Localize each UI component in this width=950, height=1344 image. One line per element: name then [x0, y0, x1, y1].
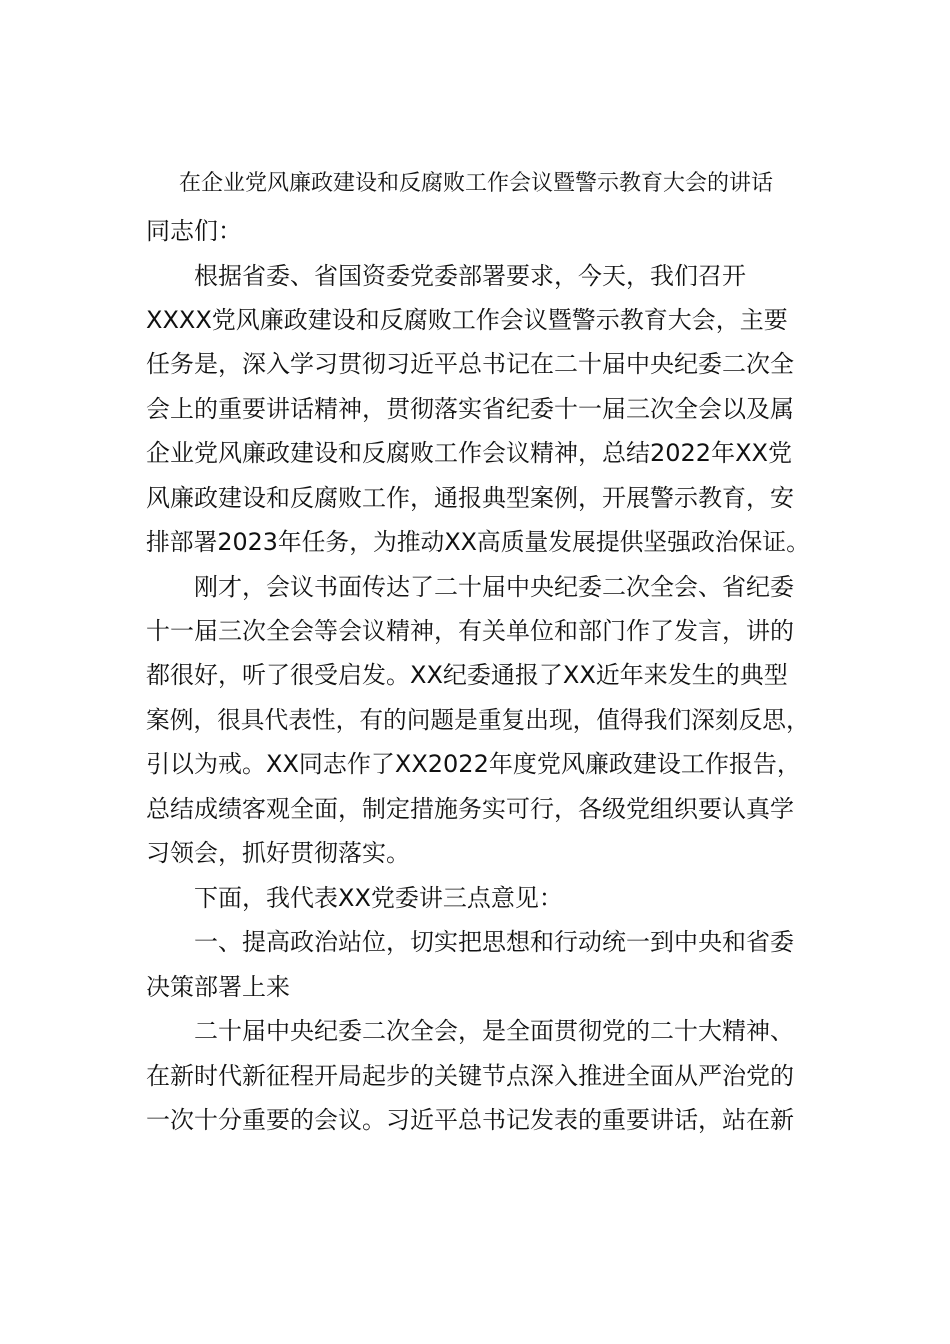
document-title: 在企业党风廉政建设和反腐败工作会议暨警示教育大会的讲话	[178, 171, 773, 196]
paragraph-line: 根据省委、省国资委党委部署要求，今天，我们召开	[194, 262, 746, 290]
paragraph-line: 排部署2023年任务，为推动XX高质量发展提供坚强政治保证。	[146, 528, 810, 556]
paragraph-line: XXXX党风廉政建设和反腐败工作会议暨警示教育大会，主要	[146, 306, 788, 334]
paragraph-line: 在新时代新征程开局起步的关键节点深入推进全面从严治党的	[146, 1062, 794, 1090]
paragraph-line: 总结成绩客观全面，制定措施务实可行，各级党组织要认真学	[146, 795, 794, 823]
paragraph-line: 习领会，抓好贯彻落实。	[146, 839, 410, 867]
paragraph-line: 二十届中央纪委二次全会，是全面贯彻党的二十大精神、	[194, 1017, 794, 1045]
paragraph-line: 会上的重要讲话精神，贯彻落实省纪委十一届三次全会以及属	[146, 395, 794, 423]
paragraph-line: 都很好，听了很受启发。XX纪委通报了XX近年来发生的典型	[146, 661, 788, 689]
paragraph-line: 十一届三次全会等会议精神，有关单位和部门作了发言，讲的	[146, 617, 794, 645]
paragraph-line: 刚才，会议书面传达了二十届中央纪委二次全会、省纪委	[194, 573, 794, 601]
paragraph-line: 引以为戒。XX同志作了XX2022年度党风廉政建设工作报告，	[146, 750, 801, 778]
paragraph-line: 风廉政建设和反腐败工作，通报典型案例，开展警示教育，安	[146, 484, 794, 512]
salutation: 同志们：	[146, 217, 242, 245]
section-heading: 决策部署上来	[146, 973, 290, 1001]
paragraph-line: 下面，我代表XX党委讲三点意见：	[194, 884, 563, 912]
section-heading: 一、提高政治站位，切实把思想和行动统一到中央和省委	[194, 928, 794, 956]
paragraph-line: 案例，很具代表性，有的问题是重复出现，值得我们深刻反思，	[146, 706, 810, 734]
paragraph-line: 任务是，深入学习贯彻习近平总书记在二十届中央纪委二次全	[146, 350, 794, 378]
paragraph-line: 企业党风廉政建设和反腐败工作会议精神，总结2022年XX党	[146, 439, 792, 467]
paragraph-line: 一次十分重要的会议。习近平总书记发表的重要讲话，站在新	[146, 1106, 794, 1134]
